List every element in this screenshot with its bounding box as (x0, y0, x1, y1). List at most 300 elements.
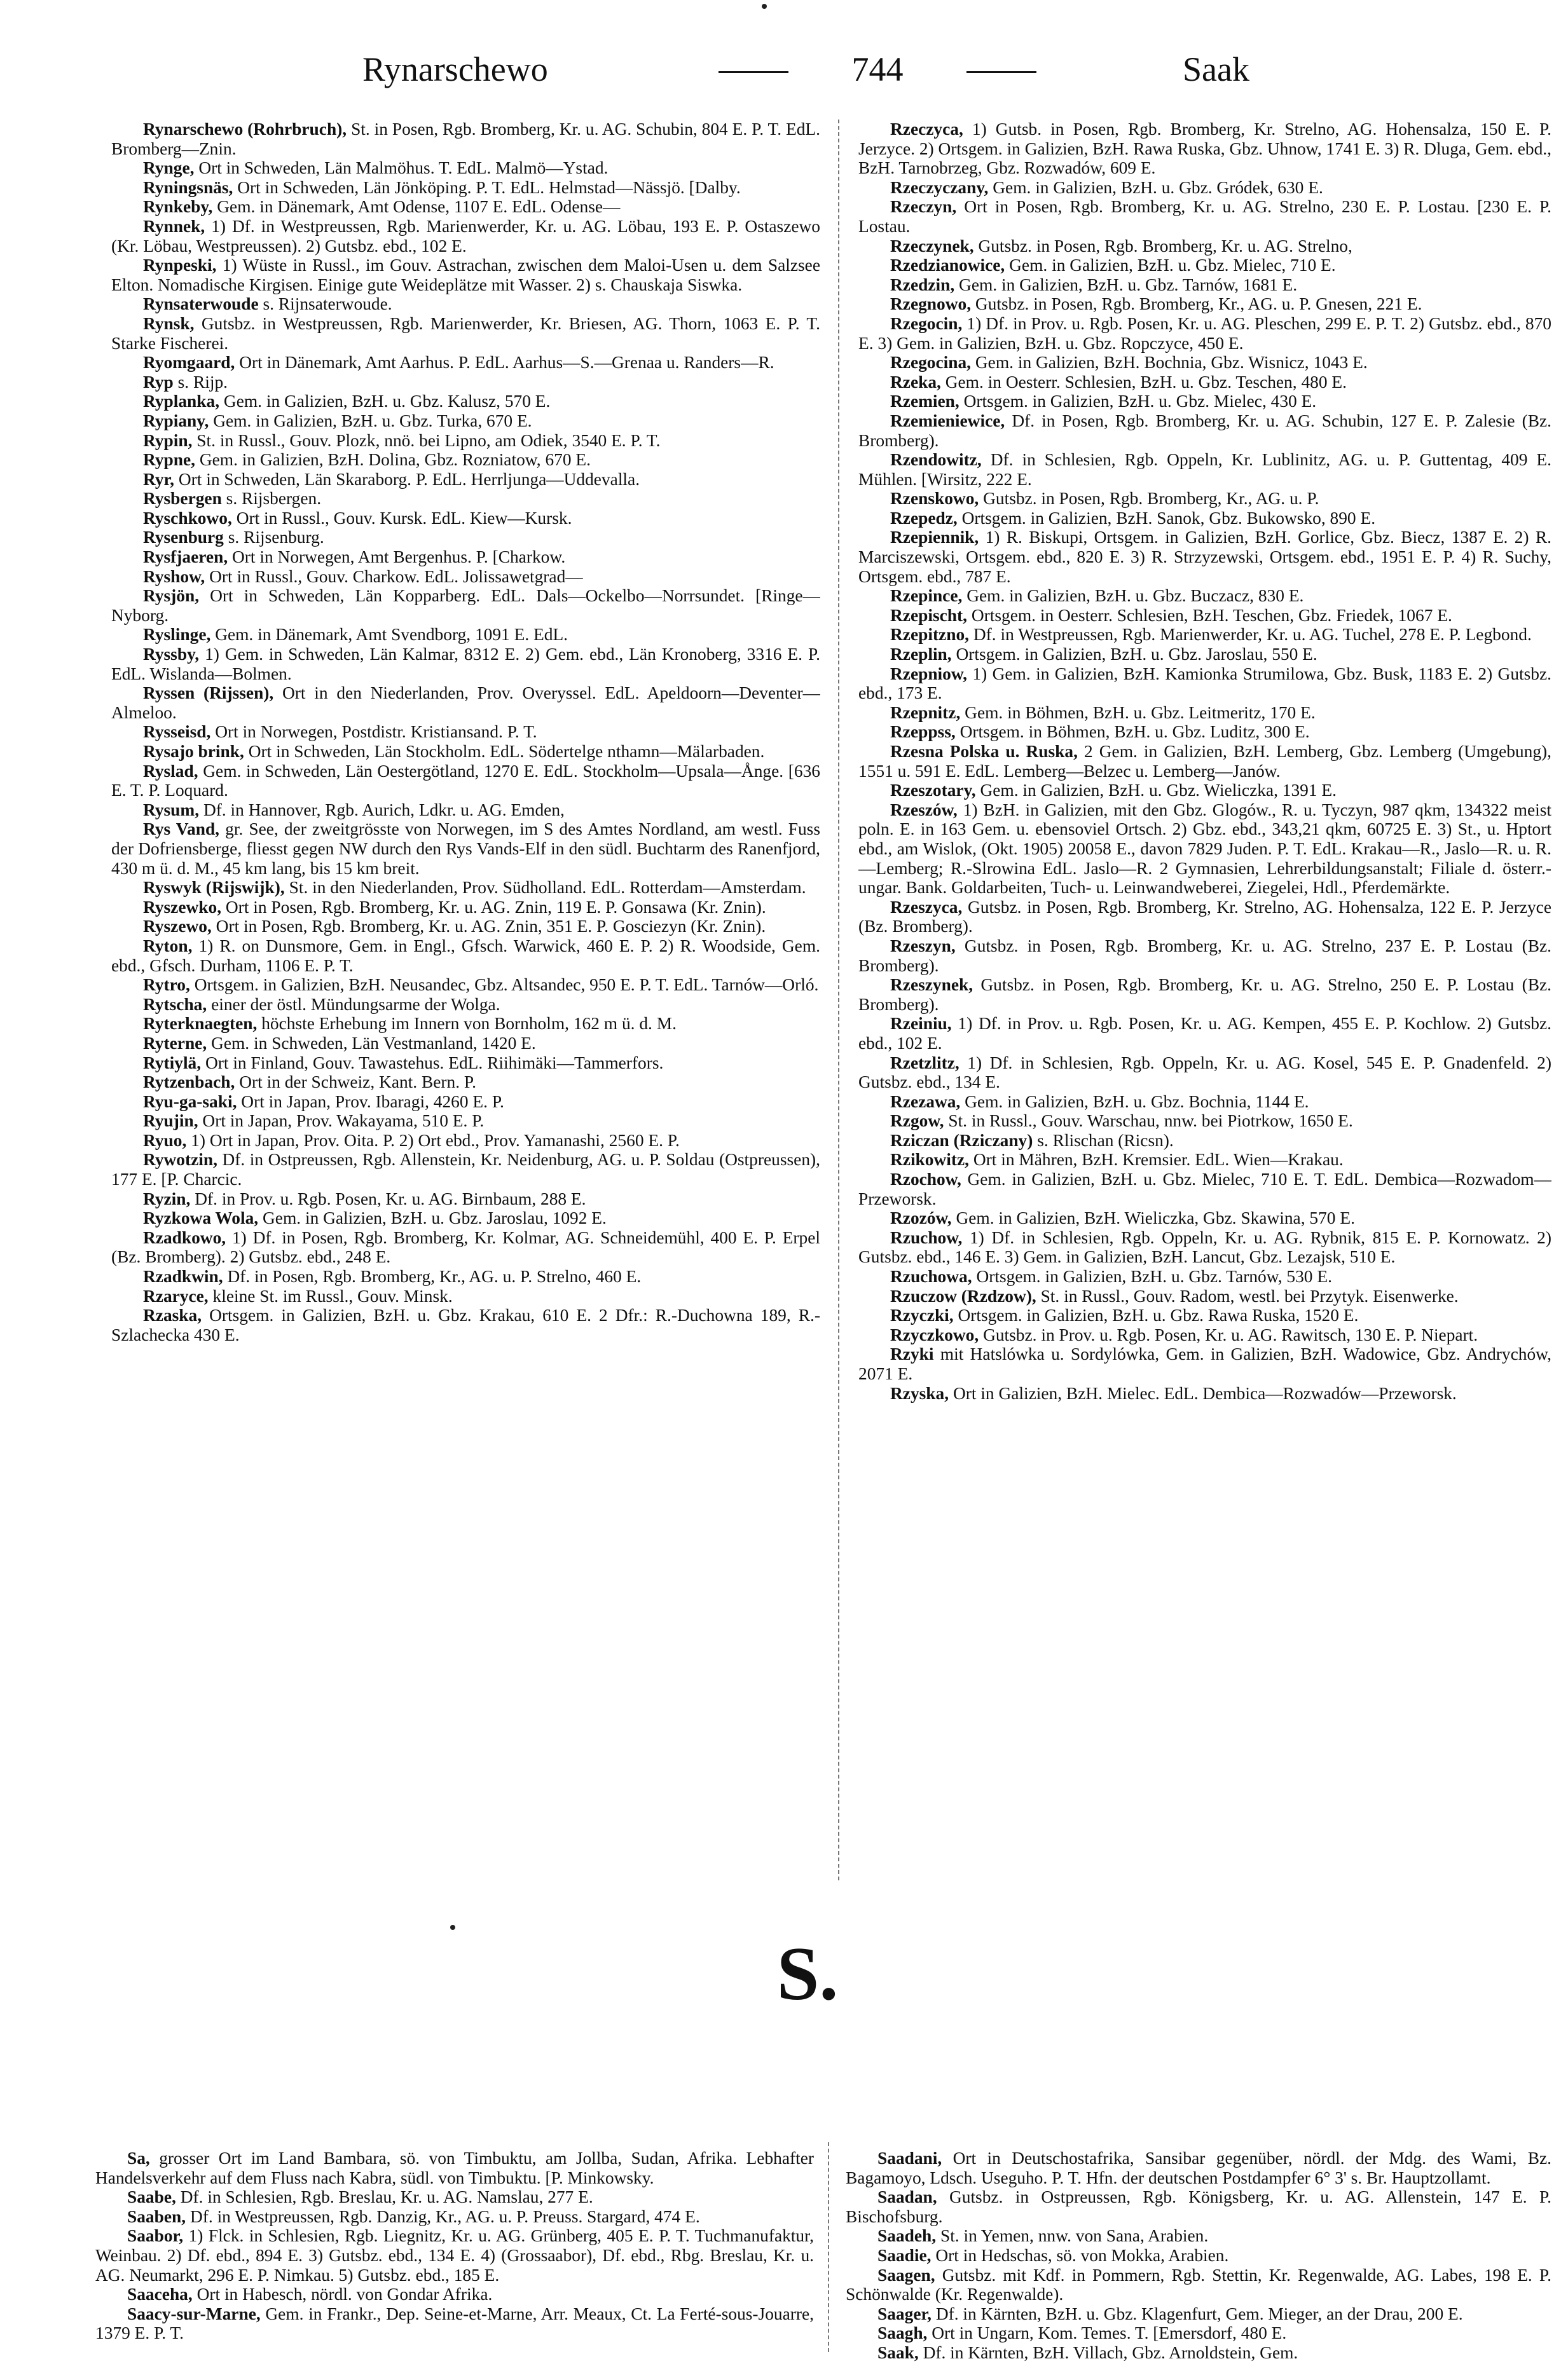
entry-text: 1) Df. in Westpreussen, Rgb. Marienwerder, Kr. u. AG. Löbau, 193 E. P. Ostaszewo (Kr. Löbau, Westpreussen). 2) Gutsbz. ebd., 102 E. (111, 216, 820, 256)
gazetteer-entry (858, 1111, 1551, 1131)
gazetteer-entry (111, 975, 820, 995)
entry-headword: Ryzkowa Wola, (143, 1208, 259, 1228)
entry-headword: Rzuczow (Rzdzow), (890, 1286, 1036, 1306)
entry-text: Ort in Japan, Prov. Wakayama, 510 E. P. (202, 1111, 485, 1131)
entry-text: Df. in Hannover, Rgb. Aurich, Ldkr. u. AG. Emden, (203, 800, 565, 819)
entry-text: Gem. in Galizien, BzH. u. Gbz. Mielec, 710 E. T. EdL. Dembica—Rozwadom—Przeworsk. (858, 1170, 1551, 1208)
entry-text: mit Hatslówka u. Sordylówka, Gem. in Galizien, BzH. Wadowice, Gbz. Andrychów, 2071 E. (858, 1344, 1551, 1383)
entry-text: Gutsbz. mit Kdf. in Pommern, Rgb. Stettin, Kr. Regenwalde, AG. Labes, 198 E. P. Schönwalde (Kr. Regenwalde). (846, 2265, 1551, 2304)
entry-headword: Ryslad, (143, 761, 198, 781)
entry-headword: Rzepedz, (890, 508, 958, 528)
entry-headword: Rzepiennik, (890, 528, 979, 547)
entry-headword: Rzegocina, (890, 353, 972, 373)
entry-headword: Rzgow, (890, 1111, 944, 1131)
entry-text: St. in Posen, Rgb. Bromberg, Kr. u. AG. Schubin, 804 E. P. T. EdL. Bromberg—Znin. (111, 120, 820, 158)
entry-text: Ortsgem. in Galizien, BzH. u. Gbz. Jaroslau, 550 E. (956, 645, 1317, 664)
entry-headword: Ryswyk (Rijswijk), (143, 878, 285, 898)
entry-text: Ort in Schweden, Län Kopparberg. EdL. Dals—Ockelbo—Norrsundet. [Ringe—Nyborg. (111, 586, 820, 625)
entry-text: Gem. in Galizien, BzH. u. Gbz. Bochnia, 1144 E. (965, 1091, 1309, 1111)
entry-text: St. in Yemen, nnw. von Sana, Arabien. (940, 2226, 1209, 2246)
gazetteer-entry (111, 1014, 820, 1034)
print-speck (762, 4, 767, 9)
gazetteer-entry (111, 373, 820, 392)
entry-headword: Ryzin, (143, 1189, 191, 1208)
entry-text: Ortsgem. in Galizien, BzH. u. Gbz. Krakau, 610 E. 2 Dfr.: R.-Duchowna 189, R.-Szlachecka 430 E. (111, 1306, 820, 1344)
column-divider (828, 2142, 829, 2352)
gazetteer-entry (858, 392, 1551, 411)
entry-headword: Rzepnitz, (890, 702, 961, 722)
gazetteer-entry (858, 314, 1551, 353)
entry-text: Ortsgem. in Galizien, BzH. Sanok, Gbz. Bukowsko, 890 E. (961, 508, 1376, 528)
entry-headword: Ryszewo, (143, 917, 212, 936)
entry-headword: Rzedzianowice, (890, 256, 1005, 275)
gazetteer-entry (858, 742, 1551, 781)
entry-headword: Saabor, (127, 2226, 184, 2246)
entry-text: 1) Df. in Prov. u. Rgb. Posen, Kr. u. AG. Kempen, 455 E. P. Kochlow. 2) Gutsbz. ebd., 102 E. (858, 1014, 1551, 1053)
entry-headword: Rytscha, (143, 994, 207, 1014)
entry-headword: Rzeka, (890, 372, 941, 392)
entry-text: Gutsbz. in Ostpreussen, Rgb. Königsberg, Kr. u. AG. Allenstein, 147 E. P. Bischofsburg. (846, 2187, 1551, 2226)
entry-headword: Rzezawa, (890, 1091, 961, 1111)
entry-text: Df. in Westpreussen, Rgb. Marienwerder, Kr. u. AG. Tuchel, 278 E. P. Legbond. (973, 625, 1532, 645)
gazetteer-entry (858, 450, 1551, 489)
entry-headword: Rzyczki, (890, 1306, 954, 1325)
gazetteer-entry (858, 606, 1551, 626)
entry-text: Df. in Kärnten, BzH. u. Gbz. Klagenfurt, Gem. Mieger, an der Drau, 200 E. (935, 2304, 1463, 2323)
entry-text: s. Rijsenburg. (228, 528, 324, 547)
entry-text: 1) Df. in Schlesien, Rgb. Oppeln, Kr. u. AG. Rybnik, 815 E. P. Kornowatz. 2) Gutsbz. ebd., 146 E. 3) Gem. in Galizien, BzH. Lancut, Gbz. Lezajsk, 510 E. (858, 1228, 1551, 1267)
entry-headword: Rzeczyczany, (890, 177, 989, 197)
entry-text: Gem. in Dänemark, Amt Odense, 1107 E. EdL. Odense— (217, 197, 621, 217)
entry-text: Df. in Westpreussen, Rgb. Danzig, Kr., AG. u. P. Preuss. Stargard, 474 E. (189, 2206, 700, 2226)
gazetteer-entry (111, 995, 820, 1015)
entry-headword: Rzeczyn, (890, 197, 957, 217)
print-speck (450, 1925, 455, 1930)
entry-headword: Rzyska, (890, 1383, 949, 1403)
entry-headword: Rzesna Polska u. Ruska, (890, 742, 1078, 761)
entry-text: 1) Gutsb. in Posen, Rgb. Bromberg, Kr. Strelno, AG. Hohensalza, 150 E. P. Jerzyce. 2) Ortsgem. in Galizien, BzH. Rawa Ruska, Gbz. Uhnow, 1741 E. 3) R. Dluga, Gem. ebd., BzH. Tarnobrzeg, Gbz. Rozwadów, 609 E. (858, 120, 1551, 178)
entry-text: Ortsgem. in Galizien, BzH. u. Gbz. Rawa Ruska, 1520 E. (958, 1306, 1359, 1325)
gazetteer-entry (858, 1170, 1551, 1208)
entry-headword: Rysjön, (143, 586, 200, 606)
gazetteer-entry (111, 1267, 820, 1287)
entry-text: St. in Russl., Gouv. Radom, westl. bei Przytyk. Eisenwerke. (1040, 1286, 1459, 1306)
entry-headword: Ryu-ga-saki, (143, 1091, 237, 1111)
gazetteer-entry (858, 800, 1551, 898)
entry-headword: Rzikowitz, (890, 1150, 969, 1170)
entry-headword: Rysfjaeren, (143, 547, 228, 567)
entry-text: Df. in Posen, Rgb. Bromberg, Kr., AG. u. P. Strelno, 460 E. (227, 1267, 642, 1287)
entry-text: Gutsbz. in Prov. u. Rgb. Posen, Kr. u. AG. Rawitsch, 130 E. P. Niepart. (983, 1325, 1478, 1344)
gazetteer-entry (858, 411, 1551, 450)
entry-headword: Rynnek, (143, 216, 205, 236)
entry-text: s. Rijp. (177, 372, 228, 392)
gazetteer-entry (858, 1150, 1551, 1170)
entry-headword: Rzeszyca, (890, 897, 963, 917)
gazetteer-entry (111, 819, 820, 878)
entry-headword: Rzeczyca, (890, 120, 963, 139)
gazetteer-entry (111, 120, 820, 158)
entry-text: Ort in Schweden, Län Skaraborg. P. EdL. Herrljunga—Uddevalla. (178, 469, 640, 489)
entry-headword: Rytiylä, (143, 1053, 202, 1072)
entry-headword: Rywotzin, (143, 1150, 217, 1170)
gazetteer-entry (858, 625, 1551, 645)
entry-headword: Rzeiniu, (890, 1014, 952, 1034)
entry-text: Gem. in Galizien, BzH. Wieliczka, Gbz. Skawina, 570 E. (956, 1208, 1355, 1228)
entry-text: Gutsbz. in Posen, Rgb. Bromberg, Kr., AG. u. P. (983, 489, 1319, 509)
gazetteer-entry (111, 217, 820, 256)
entry-text: Ort in den Niederlanden, Prov. Overyssel. EdL. Apeldoorn—Deventer—Almeloo. (111, 683, 820, 722)
entry-text: s. Rijnsaterwoude. (263, 294, 392, 314)
gazetteer-entry (111, 1189, 820, 1209)
entry-text: Df. in Prov. u. Rgb. Posen, Kr. u. AG. Birnbaum, 288 E. (195, 1189, 586, 1208)
entry-headword: Rzepitzno, (890, 625, 969, 645)
entry-text: 1) Gem. in Galizien, BzH. Kamionka Strumilowa, Gbz. Busk, 1183 E. 2) Gutsbz. ebd., 173 E. (858, 664, 1551, 703)
entry-headword: Rzepischt, (890, 605, 967, 625)
entry-text: 1) Ort in Japan, Prov. Oita. P. 2) Ort ebd., Prov. Yamanashi, 2560 E. P. (191, 1130, 680, 1150)
entry-headword: Saak, (877, 2342, 919, 2362)
gazetteer-entry (111, 1053, 820, 1073)
entry-headword: Rysajo brink, (143, 742, 244, 761)
gazetteer-entry (858, 1267, 1551, 1287)
gazetteer-entry (846, 2266, 1551, 2304)
gazetteer-entry (858, 509, 1551, 528)
gazetteer-entry (111, 547, 820, 567)
gazetteer-entry (858, 1287, 1551, 1306)
gazetteer-entry (111, 936, 820, 975)
gazetteer-entry (111, 742, 820, 762)
gazetteer-entry (858, 645, 1551, 664)
entry-text: Ort in der Schweiz, Kant. Bern. P. (239, 1072, 476, 1092)
entry-headword: Rzuchowa, (890, 1267, 972, 1287)
gazetteer-entry (95, 2187, 814, 2207)
entry-headword: Rzeszów, (890, 800, 958, 819)
entry-text: 1) Wüste in Russl., im Gouv. Astrachan, zwischen dem Maloi-Usen u. dem Salzsee Elton. Nomadische Kirgisen. Einige gute Weideplätze mit Wasser. 2) s. Chauskaja Siswka. (111, 256, 820, 294)
gazetteer-entry (858, 1325, 1551, 1345)
entry-text: Df. in Schlesien, Rgb. Oppeln, Kr. Lublinitz, AG. u. P. Guttentag, 409 E. Mühlen. [Wirsitz, 222 E. (858, 450, 1551, 489)
entry-text: Gem. in Galizien, BzH. u. Gbz. Mielec, 710 E. (1009, 256, 1336, 275)
gazetteer-entry (858, 353, 1551, 373)
entry-text: Ort in Finland, Gouv. Tawastehus. EdL. Riihimäki—Tammerfors. (205, 1053, 664, 1072)
entry-headword: Rzadkwin, (143, 1267, 223, 1287)
entry-headword: Rytzenbach, (143, 1072, 235, 1092)
gazetteer-entry (111, 878, 820, 898)
gazetteer-entry (95, 2285, 814, 2304)
gazetteer-entry (111, 450, 820, 470)
entry-headword: Ryssby, (143, 645, 200, 664)
entry-headword: Rynge, (143, 158, 195, 178)
entry-headword: Rypiany, (143, 411, 209, 430)
gazetteer-entry (858, 722, 1551, 742)
gazetteer-entry (846, 2304, 1551, 2324)
entry-headword: Rzeszyn, (890, 936, 956, 955)
gazetteer-entry (858, 1131, 1551, 1151)
gazetteer-entry (111, 1306, 820, 1344)
gazetteer-entry (846, 2187, 1551, 2226)
gazetteer-entry (858, 178, 1551, 198)
gazetteer-entry (858, 1228, 1551, 1267)
entry-headword: Saadeh, (877, 2226, 937, 2246)
entry-headword: Saagen, (877, 2265, 935, 2285)
entry-text: Gem. in Galizien, BzH. u. Gbz. Jaroslau, 1092 E. (263, 1208, 607, 1228)
gazetteer-entry (111, 898, 820, 917)
entry-text: Ort in Schweden, Län Stockholm. EdL. Södertelge nthamn—Mälarbaden. (248, 742, 765, 761)
gazetteer-entry (111, 683, 820, 722)
entry-headword: Saadan, (877, 2187, 937, 2207)
gazetteer-entry (858, 1092, 1551, 1112)
entry-text: Ortsgem. in Böhmen, BzH. u. Gbz. Luditz, 300 E. (959, 722, 1310, 742)
entry-text: Ort in Schweden, Län Jönköping. P. T. EdL. Helmstad—Nässjö. [Dalby. (237, 177, 741, 197)
entry-headword: Saaben, (127, 2206, 186, 2226)
gazetteer-entry (111, 470, 820, 489)
entry-text: Ort in Galizien, BzH. Mielec. EdL. Dembica—Rozwadów—Przeworsk. (952, 1383, 1457, 1403)
entry-text: 1) Df. in Posen, Rgb. Bromberg, Kr. Kolmar, AG. Schneidemühl, 400 E. P. Erpel (Bz. Bromberg). 2) Gutsbz. ebd., 248 E. (111, 1228, 820, 1267)
gazetteer-entry (111, 489, 820, 509)
gazetteer-entry (95, 2226, 814, 2285)
entry-headword: Ryomgaard, (143, 353, 235, 373)
entry-text: Ort in Russl., Gouv. Charkow. EdL. Jolissawetgrad— (209, 566, 583, 586)
entry-text: einer der östl. Mündungsarme der Wolga. (211, 994, 500, 1014)
gazetteer-entry (858, 489, 1551, 509)
entry-headword: Rzuchow, (890, 1228, 963, 1247)
entry-text: Ortsgem. in Galizien, BzH. u. Gbz. Tarnów, 530 E. (976, 1267, 1332, 1287)
entry-headword: Ryujin, (143, 1111, 198, 1131)
entry-text: 1) R. Biskupi, Ortsgem. in Galizien, BzH. Gorlice, Gbz. Biecz, 1387 E. 2) R. Marciszewski, Ortsgem. ebd., 820 E. 3) R. Strzyzewski, Ortsgem. ebd., 1951 E. P. 4) R. Suchy, Ortsgem. ebd., 787 E. (858, 528, 1551, 586)
entry-text: s. Rlischan (Ricsn). (1037, 1130, 1174, 1150)
gazetteer-entry (858, 1306, 1551, 1325)
section-letter: S. (776, 1931, 839, 2016)
entry-headword: Saadie, (877, 2245, 932, 2265)
entry-headword: Saacy-sur-Marne, (127, 2304, 261, 2323)
entry-headword: Ryterne, (143, 1033, 207, 1053)
entry-text: Gutsbz. in Posen, Rgb. Bromberg, Kr. Strelno, AG. Hohensalza, 122 E. P. Jerzyce (Bz. Bromberg). (858, 897, 1551, 936)
entry-headword: Rzeplin, (890, 645, 952, 664)
gazetteer-entry (858, 1014, 1551, 1053)
entry-headword: Rzeczynek, (890, 236, 974, 256)
entry-text: Df. in Posen, Rgb. Bromberg, Kr. u. AG. Schubin, 127 E. P. Zalesie (Bz. Bromberg). (858, 411, 1551, 450)
gazetteer-entry (111, 1287, 820, 1306)
entry-headword: Rypne, (143, 450, 195, 470)
gazetteer-entry (111, 800, 820, 820)
entry-headword: Saagh, (877, 2323, 928, 2343)
entry-text: Ort in Posen, Rgb. Bromberg, Kr. u. AG. Znin, 119 E. P. Gonsawa (Kr. Znin). (225, 897, 766, 917)
entry-headword: Rzedzin, (890, 275, 955, 294)
entry-headword: Ryuo, (143, 1130, 187, 1150)
entry-text: Ort in Japan, Prov. Ibaragi, 4260 E. P. (241, 1091, 504, 1111)
entry-headword: Rzegnowo, (890, 294, 972, 314)
entry-headword: Rzepniow, (890, 664, 967, 683)
gazetteer-entry (111, 1072, 820, 1092)
gazetteer-entry (111, 1228, 820, 1267)
entry-text: Ort in Schweden, Län Malmöhus. T. EdL. Malmö—Ystad. (198, 158, 609, 178)
entry-text: 1) R. on Dunsmore, Gem. in Engl., Gfsch. Warwick, 460 E. P. 2) R. Woodside, Gem. ebd., Gfsch. Durham, 1106 E. P. T. (111, 936, 820, 975)
entry-text: Gutsbz. in Posen, Rgb. Bromberg, Kr. u. AG. Strelno, 237 E. P. Lostau (Bz. Bromberg). (858, 936, 1551, 975)
entry-headword: Ryssen (Rijssen), (143, 683, 274, 703)
gazetteer-entry (858, 703, 1551, 723)
entry-text: Gem. in Galizien, BzH. u. Gbz. Tarnów, 1681 E. (959, 275, 1298, 294)
entry-headword: Ryshow, (143, 566, 205, 586)
entry-headword: Rzeppss, (890, 722, 956, 742)
entry-headword: Rzemien, (890, 392, 959, 411)
entry-headword: Rzyki (890, 1344, 934, 1364)
gazetteer-entry (858, 120, 1551, 178)
entry-headword: Rzyczkowo, (890, 1325, 979, 1344)
gazetteer-entry (111, 645, 820, 683)
entry-text: Gem. in Frankr., Dep. Seine-et-Marne, Arr. Meaux, Ct. La Ferté-sous-Jouarre, 1379 E. P. T. (95, 2304, 814, 2343)
column-divider (838, 120, 839, 1880)
entry-headword: Ryslinge, (143, 625, 211, 645)
entry-text: Ort in Deutschostafrika, Sansibar gegenüber, nördl. der Mdg. des Wami, Bz. Bagamoyo, Ldsch. Useguho. P. T. Hfn. der deutschen Postdampfer 6° 3' s. Br. Hauptzollamt. (846, 2149, 1551, 2187)
gazetteer-entry (111, 1208, 820, 1228)
entry-headword: Rynarschewo (Rohrbruch), (143, 120, 347, 139)
entry-text: Gem. in Böhmen, BzH. u. Gbz. Leitmeritz, 170 E. (965, 702, 1316, 722)
page-header (343, 50, 1284, 100)
gazetteer-entry (111, 197, 820, 217)
entry-text: grosser Ort im Land Bambara, sö. von Timbuktu, am Jollba, Sudan, Afrika. Lebhafter Handelsverkehr auf dem Fluss nach Kabra, südl. von Timbuktu. [P. Minkowsky. (95, 2149, 814, 2187)
entry-text: St. in Russl., Gouv. Plozk, nnö. bei Lipno, am Odiek, 3540 E. P. T. (196, 430, 661, 450)
gazetteer-entry (858, 294, 1551, 314)
gazetteer-entry (111, 411, 820, 431)
gazetteer-entry (111, 158, 820, 178)
entry-headword: Rzenskowo, (890, 489, 979, 509)
entry-headword: Saabe, (127, 2187, 176, 2207)
entry-headword: Ryningsnäs, (143, 177, 233, 197)
entry-text: St. in Russl., Gouv. Warschau, nnw. bei Piotrkow, 1650 E. (948, 1111, 1353, 1131)
entry-text: Gutsbz. in Posen, Rgb. Bromberg, Kr. u. AG. Strelno, (978, 236, 1352, 256)
entry-text: Gem. in Dänemark, Amt Svendborg, 1091 E. EdL. (215, 625, 568, 645)
gazetteer-entry (858, 781, 1551, 800)
entry-text: Ort in Norwegen, Postdistr. Kristiansand. P. T. (215, 722, 537, 742)
entry-headword: Rzegocin, (890, 313, 963, 333)
entry-headword: Rzeszynek, (890, 975, 973, 995)
gazetteer-entry (858, 373, 1551, 392)
entry-headword: Ryp (143, 372, 174, 392)
gazetteer-entry (111, 586, 820, 625)
entry-headword: Rzadkowo, (143, 1228, 226, 1247)
gazetteer-entry (111, 392, 820, 411)
entry-headword: Rysseisd, (143, 722, 211, 742)
gazetteer-entry (111, 567, 820, 587)
gazetteer-entry (111, 353, 820, 373)
entry-headword: Rzepince, (890, 586, 963, 606)
entry-text: s. Rijsbergen. (226, 489, 322, 509)
entry-headword: Rzochow, (890, 1170, 961, 1189)
entry-headword: Rysbergen (143, 489, 222, 509)
entry-headword: Rzozów, (890, 1208, 952, 1228)
entry-headword: Ryplanka, (143, 392, 220, 411)
entry-headword: Ryszewko, (143, 897, 222, 917)
entry-text: Gem. in Galizien, BzH. Bochnia, Gbz. Wisnicz, 1043 E. (975, 353, 1368, 373)
gazetteer-entry (858, 586, 1551, 606)
gazetteer-entry (111, 294, 820, 314)
gazetteer-entry (111, 256, 820, 294)
entry-headword: Rzetzlitz, (890, 1053, 959, 1072)
gazetteer-entry (858, 936, 1551, 975)
gazetteer-entry (111, 431, 820, 451)
entry-text: Gem. in Galizien, BzH. u. Gbz. Turka, 670 E. (213, 411, 532, 430)
gazetteer-entry (858, 975, 1551, 1014)
entry-text: Gem. in Galizien, BzH. u. Gbz. Kalusz, 570 E. (223, 392, 551, 411)
gazetteer-entry (111, 1111, 820, 1131)
entry-headword: Rzendowitz, (890, 450, 982, 470)
bottom-left-column (95, 2149, 814, 2365)
entry-headword: Rysum, (143, 800, 200, 819)
gazetteer-entry (95, 2304, 814, 2343)
entry-headword: Rynsk, (143, 313, 195, 333)
gazetteer-entry (111, 509, 820, 528)
gazetteer-entry (95, 2149, 814, 2187)
entry-text: Ort in Posen, Rgb. Bromberg, Kr. u. AG. Znin, 351 E. P. Gosciezyn (Kr. Znin). (216, 917, 766, 936)
entry-headword: Rynpeski, (143, 256, 217, 275)
entry-text: St. in den Niederlanden, Prov. Südholland. EdL. Rotterdam—Amsterdam. (289, 878, 806, 898)
entry-text: Gutsbz. in Westpreussen, Rgb. Marienwerder, Kr. Briesen, AG. Thorn, 1063 E. P. T. Starke Fischerei. (111, 313, 820, 353)
gazetteer-entry (111, 528, 820, 547)
entry-text: Gutsbz. in Posen, Rgb. Bromberg, Kr. u. AG. Strelno, 250 E. P. Lostau (Bz. Bromberg). (858, 975, 1551, 1014)
entry-text: Gem. in Schweden, Län Vestmanland, 1420 E. (211, 1033, 536, 1053)
gazetteer-entry (111, 917, 820, 936)
entry-headword: Rynkeby, (143, 197, 213, 217)
entry-headword: Rziczan (Rziczany) (890, 1130, 1033, 1150)
gazetteer-entry (858, 664, 1551, 703)
entry-text: Df. in Schlesien, Rgb. Breslau, Kr. u. AG. Namslau, 277 E. (180, 2187, 593, 2207)
entry-headword: Saager, (877, 2304, 932, 2323)
entry-headword: Rzemieniewice, (890, 411, 1005, 430)
gazetteer-entry (111, 314, 820, 353)
entry-text: kleine St. im Russl., Gouv. Minsk. (212, 1286, 453, 1306)
entry-headword: Saadani, (877, 2149, 942, 2168)
entry-headword: Rzeszotary, (890, 781, 976, 800)
gazetteer-entry (846, 2226, 1551, 2246)
entry-text: 1) Flck. in Schlesien, Rgb. Liegnitz, Kr. u. AG. Grünberg, 405 E. P. T. Tuchmanufaktur, Weinbau. 2) Df. ebd., 894 E. 3) Gutsbz. ebd., 134 E. 4) (Grossaabor), Df. ebd., Rbg. Breslau, Kr. u. AG. Neumarkt, 296 E. P. Nimkau. 5) Gutsbz. ebd., 185 E. (95, 2226, 814, 2285)
gazetteer-entry (111, 1150, 820, 1189)
gazetteer-entry (858, 256, 1551, 275)
entry-text: Ort in Dänemark, Amt Aarhus. P. EdL. Aarhus—S.—Grenaa u. Randers—R. (239, 353, 774, 373)
entry-text: Df. in Kärnten, BzH. Villach, Gbz. Arnoldstein, Gem. (923, 2342, 1298, 2362)
entry-text: Gem. in Galizien, BzH. u. Gbz. Buczacz, 830 E. (966, 586, 1304, 606)
right-column (858, 120, 1551, 1893)
entry-headword: Sa, (127, 2149, 150, 2168)
gazetteer-entry (846, 2343, 1551, 2363)
entry-headword: Ryton, (143, 936, 193, 955)
gazetteer-entry (111, 1034, 820, 1053)
gazetteer-entry (111, 762, 820, 800)
gazetteer-entry (111, 178, 820, 198)
gazetteer-entry (846, 2323, 1551, 2343)
gazetteer-entry (858, 1053, 1551, 1092)
gazetteer-entry (111, 722, 820, 742)
entry-text: höchste Erhebung im Innern von Bornholm, 162 m ü. d. M. (261, 1014, 677, 1034)
entry-text: gr. See, der zweitgrösste von Norwegen, im S des Amtes Nordland, am westl. Fuss der Dofriensberge, fliesst gegen NW durch den Rys Vands-Elf in den südl. Buchtarm des Ranenfjord, 430 m ü. d. M., 45 km lang, bis 15 km breit. (111, 819, 820, 878)
entry-headword: Rzaryce, (143, 1286, 209, 1306)
gazetteer-entry (858, 528, 1551, 586)
gazetteer-entry (858, 898, 1551, 936)
page-number: 744 (801, 50, 954, 89)
gazetteer-entry (111, 625, 820, 645)
entry-text: Gutsbz. in Posen, Rgb. Bromberg, Kr., AG. u. P. Gnesen, 221 E. (975, 294, 1422, 314)
entry-headword: Rys Vand, (143, 819, 220, 839)
entry-text: 2 Gem. in Galizien, BzH. Lemberg, Gbz. Lemberg (Umgebung), 1551 u. 591 E. EdL. Lemberg—Belzec u. Lemberg—Janów. (858, 742, 1551, 781)
entry-headword: Saaceha, (127, 2285, 193, 2304)
gazetteer-entry (111, 1092, 820, 1112)
gazetteer-entry (858, 1208, 1551, 1228)
entry-text: Ortsgem. in Galizien, BzH. u. Gbz. Mielec, 430 E. (963, 392, 1317, 411)
header-right-catchword: Saak (1183, 50, 1249, 88)
entry-text: 1) Gem. in Schweden, Län Kalmar, 8312 E. 2) Gem. ebd., Län Kronoberg, 3316 E. P. EdL. Wislanda—Bolmen. (111, 645, 820, 683)
entry-text: Ort in Russl., Gouv. Kursk. EdL. Kiew—Kursk. (236, 508, 572, 528)
entry-headword: Rynsaterwoude (143, 294, 259, 314)
entry-text: Ort in Mähren, BzH. Kremsier. EdL. Wien—Krakau. (973, 1150, 1344, 1170)
left-column (111, 120, 820, 1893)
